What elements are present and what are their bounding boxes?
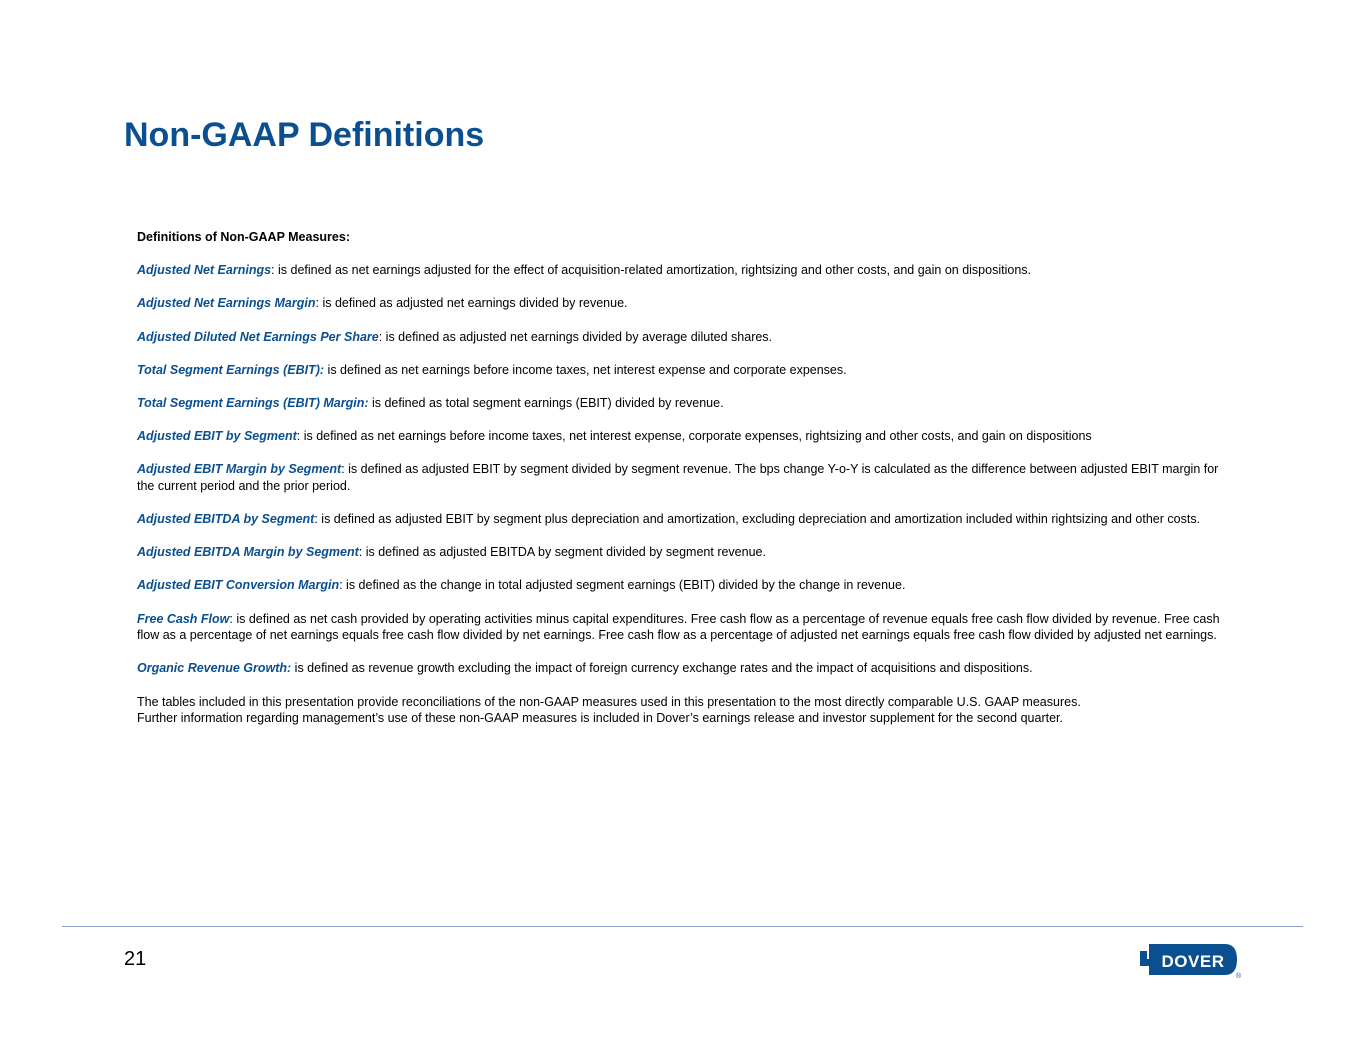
definition-adjusted-ebit-conversion-margin <box>137 577 1237 594</box>
definition-organic-revenue-growth <box>137 660 1237 677</box>
definition-text: : is defined as adjusted EBIT by segment divided by segment revenue. The bps change Y-o-Y is calculated as the difference between adjusted EBIT margin for the current period and the prior period. <box>137 462 1219 493</box>
page-title: Non-GAAP Definitions <box>124 116 485 154</box>
definition-term: Free Cash Flow <box>137 611 230 626</box>
section-heading: Definitions of Non-GAAP Measures: <box>137 230 350 244</box>
definition-term: Adjusted EBITDA Margin by Segment <box>137 545 359 560</box>
dover-logo <box>1139 942 1243 980</box>
definition-text: : is defined as adjusted EBITDA by segment divided by segment revenue. <box>358 545 766 560</box>
page-number: 21 <box>124 948 147 970</box>
definition-term: Adjusted EBIT Conversion Margin <box>137 578 340 593</box>
definition-total-segment-earnings-margin <box>137 395 1237 412</box>
definition-text: : is defined as the change in total adjusted segment earnings (EBIT) divided by the change in revenue. <box>339 578 906 593</box>
definition-term: Adjusted Net Earnings <box>137 263 272 278</box>
closing-note <box>137 694 1237 727</box>
definition-adjusted-ebit-by-segment <box>137 428 1237 445</box>
definition-adjusted-ebitda-by-segment <box>137 511 1237 528</box>
definition-text: : is defined as net earnings adjusted for the effect of acquisition-related amortization, rightsizing and other costs, and gain on dispositions. <box>271 263 1031 278</box>
closing-note-line-1: The tables included in this presentation provide reconciliations of the non-GAAP measures used in this presentation to the most directly comparable U.S. GAAP measures. <box>137 694 1081 709</box>
definition-text: : is defined as adjusted net earnings divided by revenue. <box>315 296 628 311</box>
closing-note-line-2: Further information regarding management’s use of these non-GAAP measures is included in Dover’s earnings release and investor supplement for the second quarter. <box>137 711 1063 726</box>
definition-term: Adjusted Diluted Net Earnings Per Share <box>137 329 379 344</box>
definition-total-segment-earnings <box>137 362 1237 379</box>
registered-mark: ® <box>1236 973 1242 980</box>
definition-text: : is defined as adjusted net earnings divided by average diluted shares. <box>378 329 773 344</box>
definition-adjusted-diluted-eps <box>137 329 1237 346</box>
definition-term: Total Segment Earnings (EBIT): <box>137 362 325 377</box>
definition-text: : is defined as net cash provided by operating activities minus capital expenditures. Free cash flow as a percentage of revenue equals free cash flow divided by revenue. Free cash flow as a percentage of net earnings equals free cash flow divided by net earnings. Free cash flow as a percentage of adjusted net earnings equals free cash flow divided by adjusted net earnings. <box>137 611 1220 643</box>
definition-term: Adjusted EBITDA by Segment <box>137 512 315 527</box>
definition-text: is defined as revenue growth excluding the impact of foreign currency exchange rates and the impact of acquisitions and dispositions. <box>291 661 1033 676</box>
definition-adjusted-net-earnings <box>137 262 1237 279</box>
definitions-body <box>137 229 1237 727</box>
definition-text: : is defined as adjusted EBIT by segment plus depreciation and amortization, excluding depreciation and amortization included within rightsizing and other costs. <box>314 512 1201 527</box>
definition-term: Organic Revenue Growth: <box>137 661 292 676</box>
definition-adjusted-ebit-margin-by-segment <box>137 461 1237 494</box>
definition-text: is defined as total segment earnings (EBIT) divided by revenue. <box>368 395 724 410</box>
definition-adjusted-ebitda-margin-by-segment <box>137 544 1237 561</box>
definition-term: Total Segment Earnings (EBIT) Margin: <box>137 395 369 410</box>
definition-term: Adjusted Net Earnings Margin <box>137 296 316 311</box>
footer-divider <box>62 926 1303 927</box>
definition-text: : is defined as net earnings before income taxes, net interest expense, corporate expenses, rightsizing and other costs, and gain on dispositions <box>296 429 1092 444</box>
definition-term: Adjusted EBIT Margin by Segment <box>137 462 342 477</box>
dover-logo-text: DOVER <box>1161 952 1225 971</box>
definition-adjusted-net-earnings-margin <box>137 295 1237 312</box>
definition-free-cash-flow <box>137 611 1237 644</box>
definition-text: is defined as net earnings before income taxes, net interest expense and corporate expenses. <box>324 362 847 377</box>
definition-term: Adjusted EBIT by Segment <box>137 429 297 444</box>
